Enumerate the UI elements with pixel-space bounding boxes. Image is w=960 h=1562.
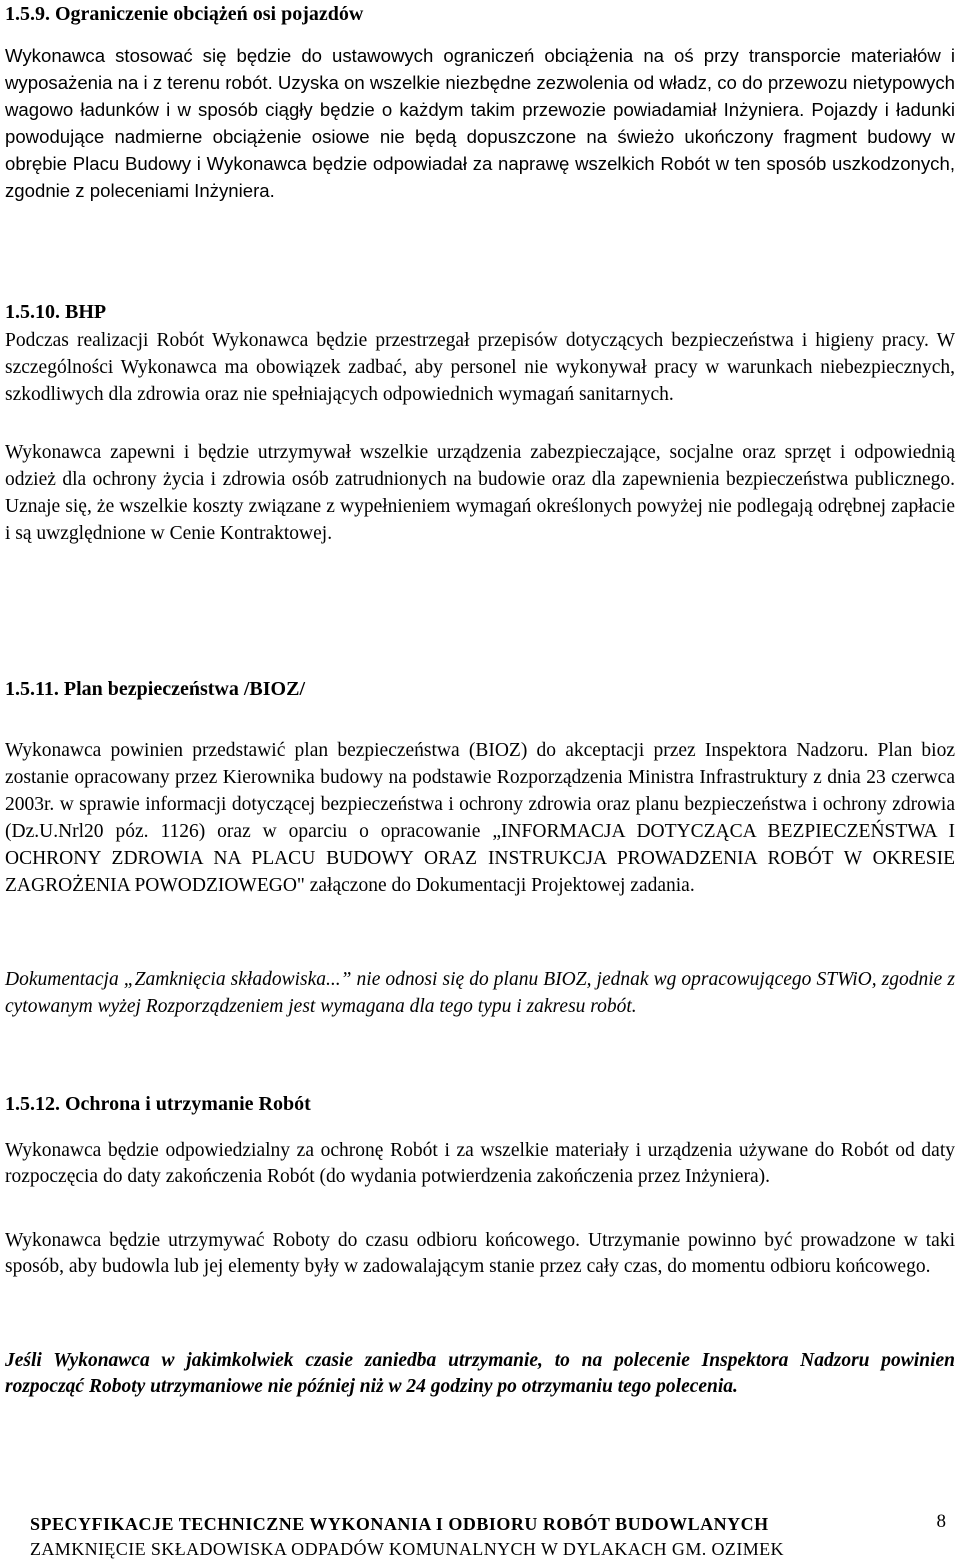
- paragraph-protection-2: Wykonawca będzie utrzymywać Roboty do czasu odbioru końcowego. Utrzymanie powinno być prowadzone w taki sposób, aby budowla lub jej elementy były w zadowalającym stanie przez cały czas, do momentu odbioru końcowego.: [5, 1230, 955, 1277]
- paragraph-bhp-1: Podczas realizacji Robót Wykonawca będzie przestrzegał przepisów dotyczących bezpieczeństwa i higieny pracy. W szczególności Wykonawca ma obowiązek zadbać, aby personel nie wykonywał pracy w warunkach niebezpiecznych, szkodliwych dla zdrowia oraz nie spełniających odpowiednich wymagań sanitarnych.: [5, 330, 955, 405]
- paragraph-bioz: Wykonawca powinien przedstawić plan bezpieczeństwa (BIOZ) do akceptacji przez Inspektora Nadzoru. Plan bioz zostanie opracowany przez Kierownika budowy na podstawie Rozporządzenia Ministra Infrastruktury z dnia 23 czerwca 2003r. w sprawie informacji dotyczącej bezpieczeństwa i ochrony zdrowia oraz planu bezpieczeństwa i ochrony zdrowia (Dz.U.Nrl20 póz. 1126) oraz w oparciu o opracowanie „INFORMACJA DOTYCZĄCA BEZPIECZEŃSTWA I OCHRONY ZDROWIA NA PLACU BUDOWY ORAZ INSTRUKCJA PROWADZENIA ROBÓT W OKRESIE ZAGROŻENIA POWODZIOWEGO" załączone do Dokumentacji Projektowej zadania.: [5, 740, 955, 896]
- paragraph-protection-3: Jeśli Wykonawca w jakimkolwiek czasie zaniedba utrzymanie, to na polecenie Inspektora Nadzoru powinien rozpocząć Roboty utrzymaniowe nie później niż w 24 godziny po otrzymaniu tego polecenia.: [5, 1350, 955, 1397]
- footer-line-1: SPECYFIKACJE TECHNICZNE WYKONANIA I ODBIORU ROBÓT BUDOWLANYCH: [30, 1514, 769, 1534]
- page-number: 8: [936, 1511, 946, 1532]
- section-heading-1-5-10: 1.5.10. BHP: [5, 301, 107, 323]
- paragraph-bhp-2: Wykonawca zapewni i będzie utrzymywał wszelkie urządzenia zabezpieczające, socjalne oraz sprzęt i odpowiednią odzież dla ochrony życia i zdrowia osób zatrudnionych na budowie oraz dla zapewnienia bezpieczeństwa publicznego. Uznaje się, że wszelkie koszty związane z wypełnieniem wymagań określonych powyżej nie podlegają odrębnej zapłacie i są uwzględnione w Cenie Kontraktowej.: [5, 442, 955, 544]
- section-heading-1-5-9: 1.5.9. Ograniczenie obciążeń osi pojazdów: [5, 3, 364, 25]
- footer-line-2: ZAMKNIĘCIE SKŁADOWISKA ODPADÓW KOMUNALNYCH W DYLAKACH GM. OZIMEK: [30, 1539, 784, 1559]
- section-heading-1-5-11: 1.5.11. Plan bezpieczeństwa /BIOZ/: [5, 678, 305, 700]
- paragraph-bioz-italic: Dokumentacja „Zamknięcia składowiska...” nie odnosi się do planu BIOZ, jednak wg opracowującego STWiO, zgodnie z cytowanym wyżej Rozporządzeniem jest wymagana dla tego typu i zakresu robót.: [5, 969, 955, 1017]
- section-heading-1-5-12: 1.5.12. Ochrona i utrzymanie Robót: [5, 1093, 311, 1115]
- paragraph-axle-load: Wykonawca stosować się będzie do ustawowych ograniczeń obciążenia na oś przy transporcie materiałów i wyposażenia na i z terenu robót. Uzyska on wszelkie niezbędne zezwolenia od władz, co do przewozu nietypowych wagowo ładunków i w sposób ciągły będzie o każdym takim przewozie powiadamiał Inżyniera. Pojazdy i ładunki powodujące nadmierne obciążenie osiowe nie będą dopuszczone na świeżo ukończony fragment budowy w obrębie Placu Budowy i Wykonawca będzie odpowiadał za naprawę wszelkich Robót w ten sposób uszkodzonych, zgodnie z poleceniami Inżyniera.: [5, 45, 955, 201]
- page-footer: [30, 1512, 950, 1562]
- paragraph-protection-1: Wykonawca będzie odpowiedzialny za ochronę Robót i za wszelkie materiały i urządzenia używane do Robót od daty rozpoczęcia do daty zakończenia Robót (do wydania potwierdzenia zakończenia przez Inżyniera).: [5, 1140, 955, 1187]
